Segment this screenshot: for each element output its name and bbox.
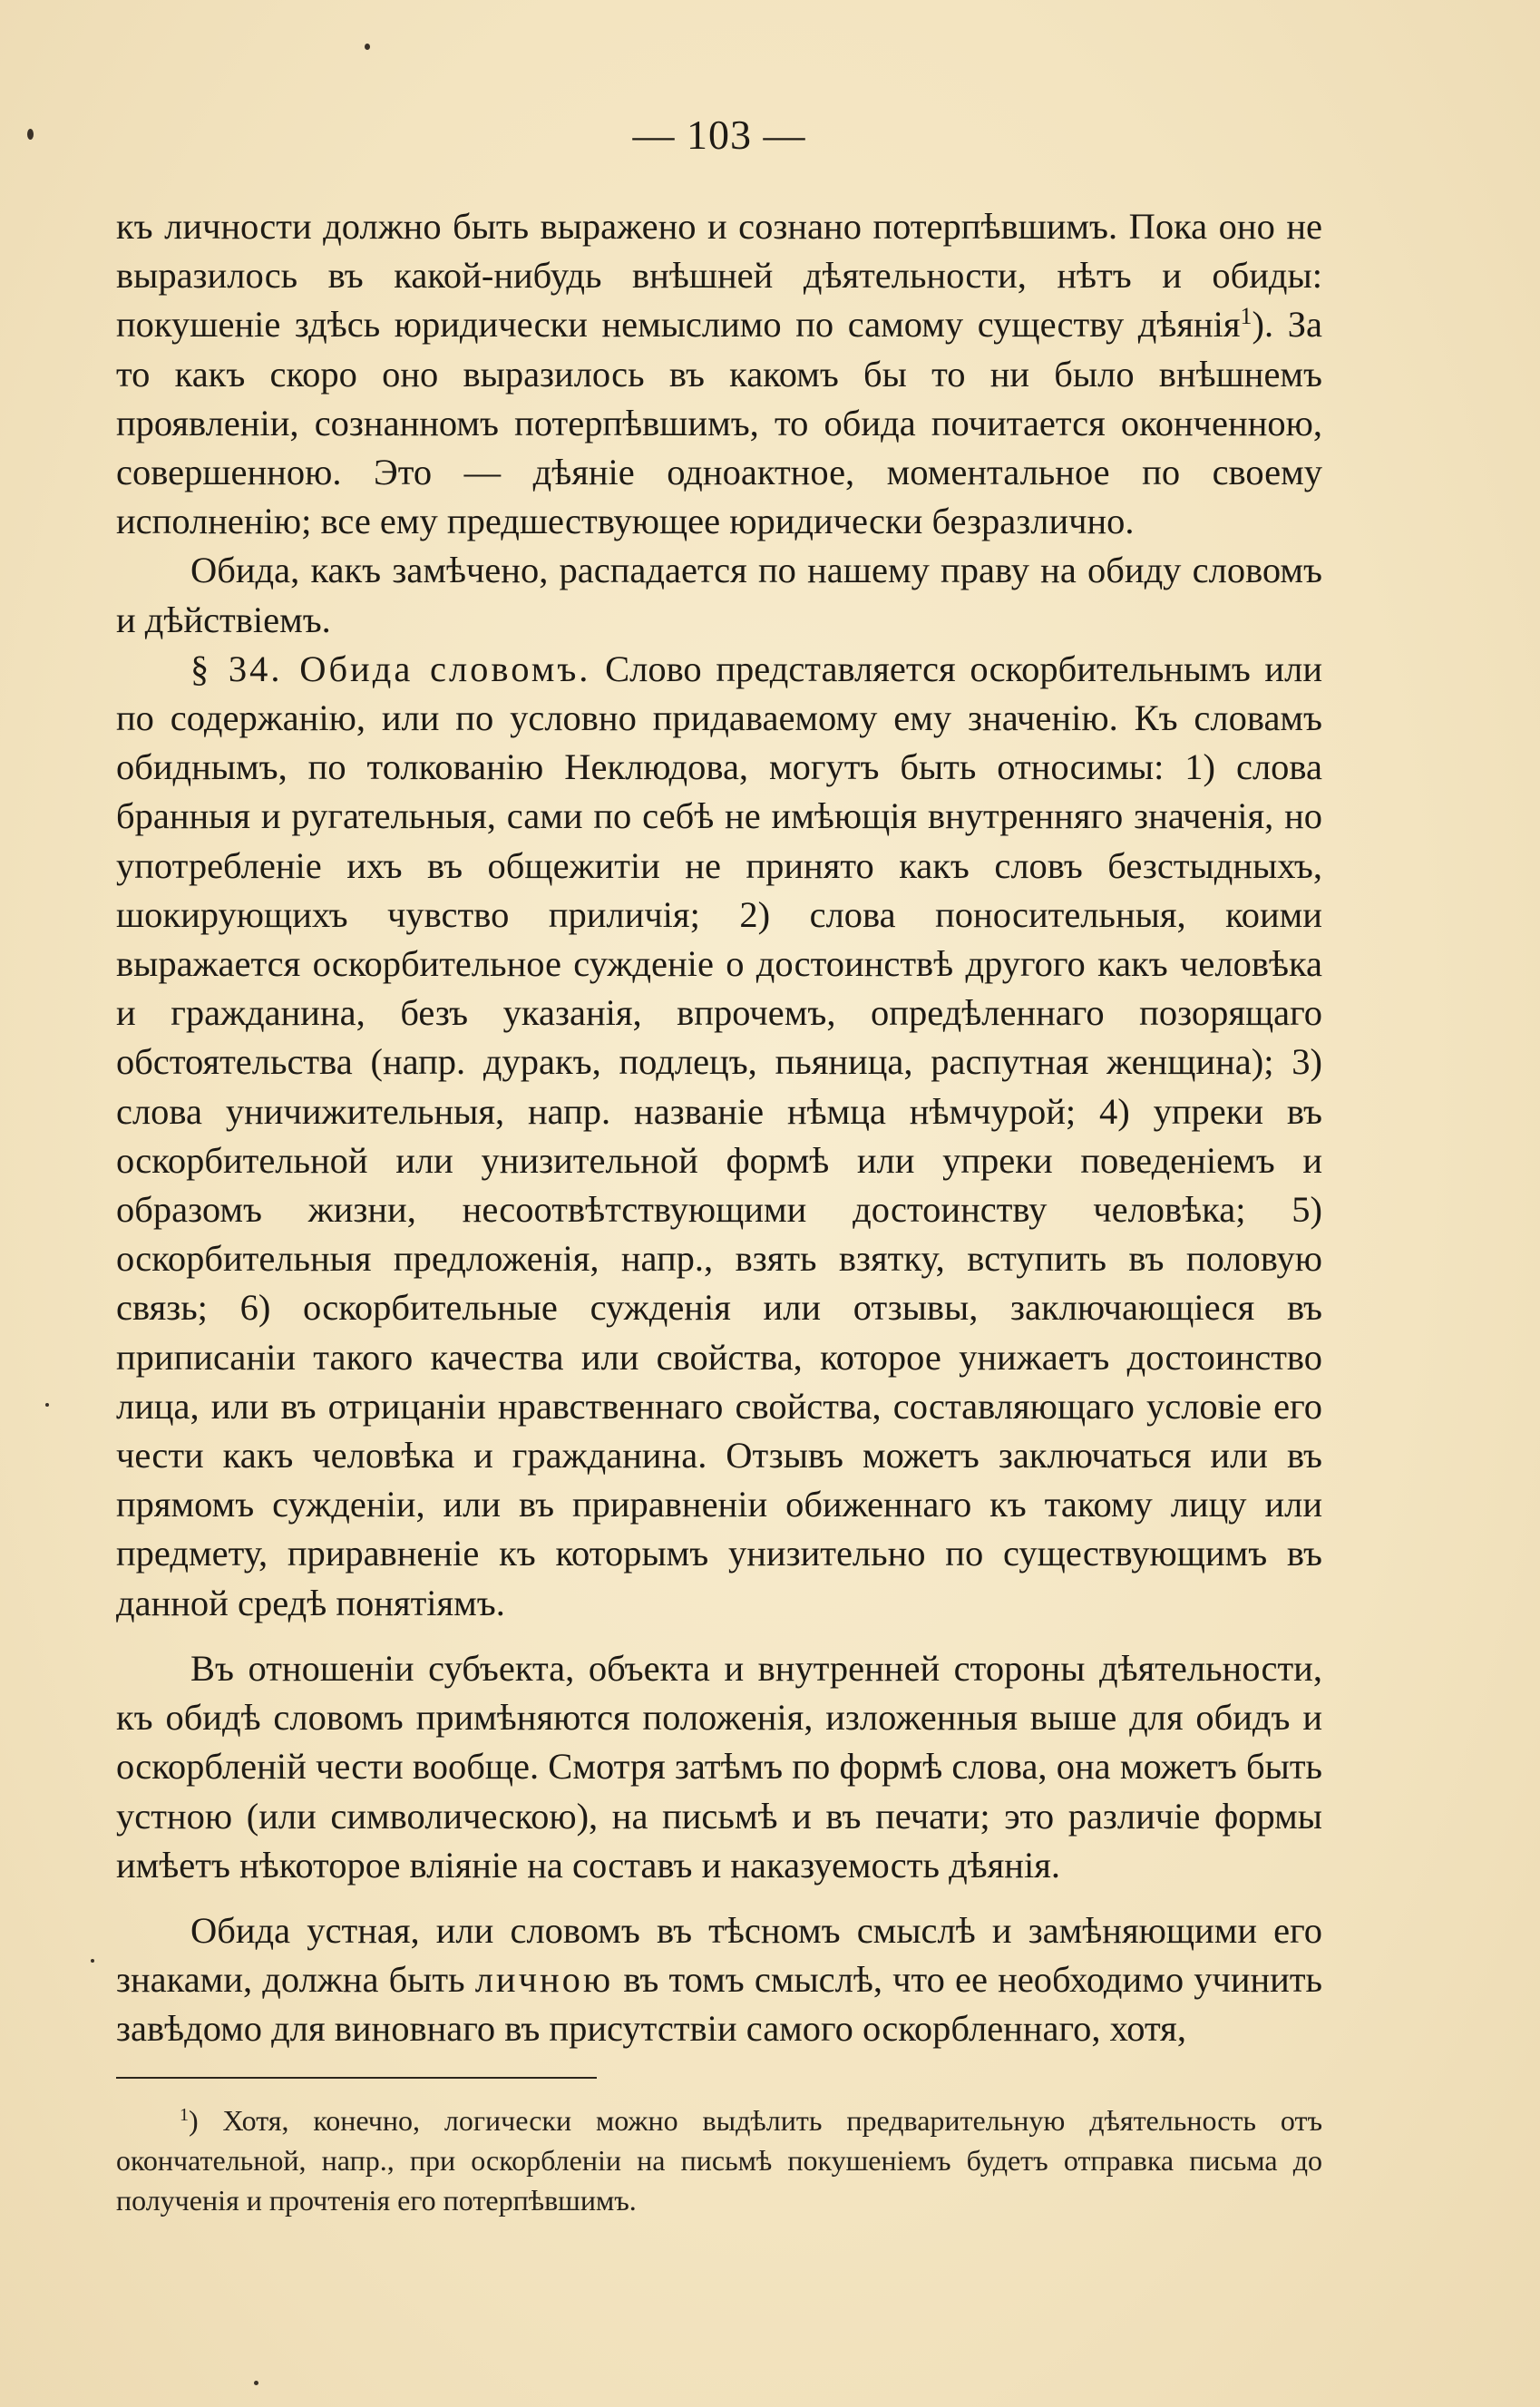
book-page <box>116 0 1322 2407</box>
footnote-divider <box>116 2077 597 2079</box>
paragraph-1-text: къ личности должно быть выражено и сознано потерпѣвшимъ. Пока оно не выразилось въ какой-нибудь внѣшней дѣятельности, нѣтъ и обиды: покушеніе здѣсь юридически немыслимо по самому существу дѣянія <box>116 206 1322 346</box>
footnote-paragraph <box>116 2100 1322 2220</box>
paper-speck <box>365 44 370 50</box>
main-text <box>116 202 1322 2054</box>
section-heading: § 34. Обида словомъ. <box>190 648 591 689</box>
paragraph-3 <box>116 645 1322 1628</box>
paper-speck <box>91 1959 94 1963</box>
paragraph-1 <box>116 202 1322 546</box>
paper-speck <box>254 2381 258 2385</box>
paragraph-5-start: Обида устная, или словомъ въ тѣсномъ смыслѣ и замѣняющими его знаками, должна быть <box>116 1909 1322 2001</box>
page-number: — 103 — <box>632 112 806 158</box>
footnote-mark: 1 <box>180 2105 189 2125</box>
paragraph-2: Обида, какъ замѣчено, распадается по нашему праву на обиду словомъ и дѣйствіемъ. <box>116 550 1322 640</box>
emphasized-word: личною <box>474 1959 614 2001</box>
footnote <box>116 2100 1322 2220</box>
paper-speck <box>45 1403 49 1407</box>
paper-speck <box>27 129 34 140</box>
footnote-text: ) Хотя, конечно, логически можно выдѣлить предварительную дѣятельность отъ окончательной, напр., при оскорбленіи на письмѣ покушеніемъ будетъ отправка письма до полученія и прочтенія его потерпѣвшимъ. <box>116 2104 1322 2217</box>
footnote-reference[interactable]: 1 <box>1240 303 1252 330</box>
paragraph-1-continuation: ). За то какъ скоро оно выразилось въ какомъ бы то ни было внѣшнемъ проявленіи, сознанномъ потерпѣвшимъ, то обида почитается оконченною, совершенною. Это — дѣяніе одноактное, моментальное по своему исполненію; все ему предшествующее юридически безразлично. <box>116 304 1322 542</box>
paragraph-5 <box>116 1906 1322 2054</box>
paragraph-3-text: Слово представляется оскорбительнымъ или по содержанію, или по условно придаваемому ему значенію. Къ словамъ обиднымъ, по толкованію Неклюдова, могутъ быть относимы: 1) слова бранныя и ругательныя, сами по себѣ не имѣющія внутренняго значенія, но употребленіе ихъ въ общежитіи не принято какъ словъ безстыдныхъ, шокирующихъ чувство приличія; 2) слова поносительныя, коими выражается оскорбительное сужденіе о достоинствѣ другого какъ человѣка и гражданина, безъ указанія, впрочемъ, опредѣленнаго позорящаго обстоятельства (напр. дуракъ, подлецъ, пьяница, распутная женщина); 3) слова уничижительныя, напр. названіе нѣмца нѣмчурой; 4) упреки въ оскорбительной или унизительной формѣ или упреки поведеніемъ и образомъ жизни, несоотвѣтствующими достоинству человѣка; 5) оскорбительныя предложенія, напр., взять взятку, вступить въ половую связь; 6) оскорбительные сужденія или отзывы, заключающіеся въ приписаніи такого качества или свойства, которое унижаетъ достоинство лица, или въ отрицаніи нравственнаго свойства, составляющаго условіе его чести какъ человѣка и гражданина. Отзывъ можетъ заключаться или въ прямомъ сужденіи, или въ приравненіи обиженнаго къ такому лицу или предмету, приравненіе къ которымъ унизительно по существующимъ въ данной средѣ понятіямъ. <box>116 648 1322 1623</box>
paragraph-5-end: въ томъ смыслѣ, что ее необходимо учинить завѣдомо для виновнаго въ присутствіи самого оскорбленнаго, хотя, <box>116 1959 1323 2050</box>
paragraph-4: Въ отношеніи субъекта, объекта и внутренней стороны дѣятельности, къ обидѣ словомъ примѣняются положенія, изложенныя выше для обидъ и оскорбленій чести вообще. Смотря затѣмъ по формѣ слова, она можетъ быть устною (или символическою), на письмѣ и въ печати; это различіе формы имѣетъ нѣкоторое вліяніе на составъ и наказуемость дѣянія. <box>116 1647 1322 1886</box>
